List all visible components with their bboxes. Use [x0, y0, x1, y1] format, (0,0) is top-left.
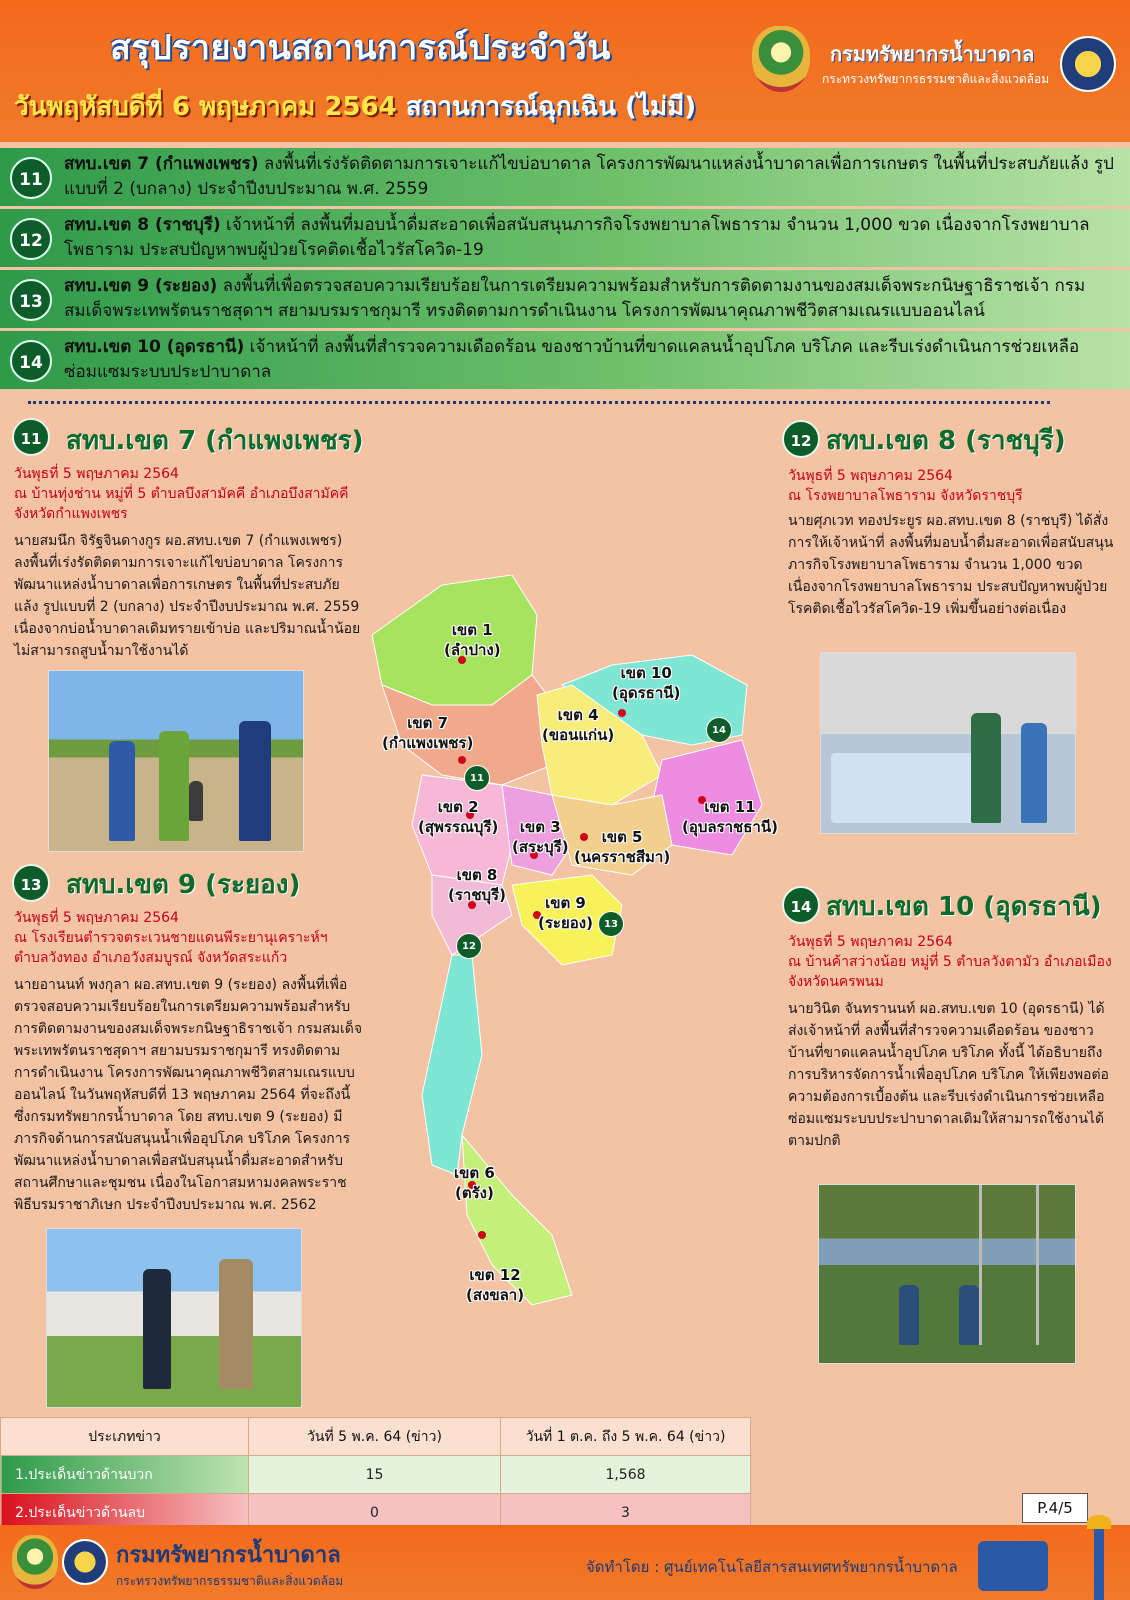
section-date [788, 932, 1118, 992]
region-south [422, 955, 482, 1175]
water-pole-cap-icon [1087, 1515, 1111, 1529]
ministry-seal-icon [752, 26, 810, 92]
event-place: ณ โรงเรียนตำรวจตระเวนชายแดนพีระยานุเคราะห์ฯ ตำบลวังทอง อำเภอวังสมบูรณ์ จังหวัดสระแก้ว [14, 930, 328, 966]
person-figure [143, 1269, 171, 1389]
person-figure [219, 1259, 253, 1389]
map-news-pin: 14 [706, 717, 732, 743]
department-seal-icon [62, 1539, 108, 1585]
row-label: 2.ประเด็นข่าวด้านลบ [1, 1494, 249, 1532]
map-region-label: เขต 1 (ลำปาง) [444, 621, 501, 659]
map-region-label: เขต 5 (นครราชสีมา) [574, 828, 671, 866]
person-figure [159, 731, 189, 841]
section-title: สทบ.เขต 7 (กำแพงเพชร) [66, 426, 364, 456]
map-region-label: เขต 10 (อุดรธานี) [612, 664, 681, 702]
org-name: กรมทรัพยากรน้ำบาดาล [830, 42, 1035, 66]
row-value-today: 15 [249, 1456, 501, 1494]
map-news-pin: 13 [598, 911, 624, 937]
person-figure [971, 713, 1001, 823]
department-seal-icon [1060, 36, 1116, 92]
map-region-label: เขต 3 (สระบุรี) [512, 818, 569, 856]
row-label: 1.ประเด็นข่าวด้านบวก [1, 1456, 249, 1494]
photo-drilling-site [48, 670, 304, 852]
news-summary-table [0, 1417, 751, 1532]
map-region-label: เขต 2 (สุพรรณบุรี) [418, 798, 499, 836]
section-body: นายสมนึก จิรัฐจินดางกูร ผอ.สทบ.เขต 7 (กำแพงเพชร) ลงพื้นที่เร่งรัดติดตามการเจาะแก้ไขบ่อบาดาล โครงการพัฒนาแหล่งน้ำบาดาลเพื่อการเกษตร ในพื้นที่ประสบภัยแล้ง รูปแบบที่ 2 (บกลาง) ประจำปีงบประมาณ พ.ศ. 2559 เนื่องจากบ่อน้ำบาดาลเดิมทรายเข้าบ่อ และปริมาณน้ำน้อยไม่สามารถสูบน้ำมาใช้งานได้ [14, 533, 361, 659]
table-header-cell: ประเภทข่าว [1, 1418, 249, 1456]
report-date: วันพฤหัสบดีที่ 6 พฤษภาคม 2564 [14, 92, 397, 122]
water-pole-icon [1094, 1525, 1104, 1600]
map-region-label: เขต 8 (ราชบุรี) [448, 866, 506, 904]
dotted-divider [28, 401, 1050, 404]
report-title: สรุปรายงานสถานการณ์ประจำวัน [110, 28, 611, 68]
event-date: วันพุธที่ 5 พฤษภาคม 2564 [788, 468, 953, 484]
section-title: สทบ.เขต 10 (อุดรธานี) [826, 892, 1102, 922]
event-place: ณ โรงพยาบาลโพธาราม จังหวัดราชบุรี [788, 488, 1023, 504]
photo-school-visit [46, 1228, 302, 1408]
news-number-badge: 12 [10, 218, 52, 260]
news-number-badge: 11 [10, 157, 52, 199]
map-region-label: เขต 11 (อุบลราชธานี) [682, 798, 778, 836]
header-banner [0, 0, 1130, 142]
section-date [14, 908, 364, 968]
page-number: P.4/5 [1022, 1493, 1088, 1523]
section-date [788, 466, 1118, 506]
well-pipe [189, 781, 203, 821]
map-marker [478, 1231, 486, 1239]
news-detail: ลงพื้นที่เร่งรัดติดตามการเจาะแก้ไขบ่อบาดาล โครงการพัฒนาแหล่งน้ำบาดาลเพื่อการเกษตร ในพื้นที่ประสบภัยแล้ง รูปแบบที่ 2 (บกลาง) ประจำปีงบประมาณ พ.ศ. 2559 [64, 154, 1114, 199]
news-lead: สทบ.เขต 10 (อุดรธานี) [64, 337, 245, 357]
map-news-pin: 12 [456, 933, 482, 959]
news-number-badge: 14 [10, 340, 52, 382]
map-region-label: เขต 12 (สงขลา) [466, 1266, 525, 1304]
news-lead: สทบ.เขต 8 (ราชบุรี) [64, 215, 221, 235]
event-date: วันพุธที่ 5 พฤษภาคม 2564 [14, 910, 179, 926]
drilling-machine-icon [978, 1541, 1048, 1591]
news-detail: เจ้าหน้าที่ ลงพื้นที่สำรวจความเดือดร้อน ของชาวบ้านที่ขาดแคลนน้ำอุปโภค บริโภค และรีบเร่งดำเนินการช่วยเหลือ ซ่อมแซมระบบประปาบาดาล [64, 337, 1080, 382]
news-lead: สทบ.เขต 7 (กำแพงเพชร) [64, 154, 259, 174]
section-number-badge: 14 [782, 886, 820, 924]
news-number-badge: 13 [10, 279, 52, 321]
table-header-cell: วันที่ 5 พ.ค. 64 (ข่าว) [249, 1418, 501, 1456]
news-bar [0, 331, 1130, 389]
event-date: วันพุธที่ 5 พฤษภาคม 2564 [14, 466, 179, 482]
footer-org-subtitle: กระทรวงทรัพยากรธรรมชาติและสิ่งแวดล้อม [116, 1574, 344, 1588]
footer-org-name: กรมทรัพยากรน้ำบาดาล [116, 1543, 341, 1568]
person-figure [239, 721, 271, 841]
person-figure [959, 1285, 979, 1345]
row-value-today: 0 [249, 1494, 501, 1532]
person-figure [109, 741, 135, 841]
org-subtitle: กระทรวงทรัพยากรธรรมชาติและสิ่งแวดล้อม [822, 72, 1050, 86]
thailand-region-map [362, 575, 802, 1320]
map-region-label: เขต 7 (กำแพงเพชร) [382, 714, 474, 752]
news-text [64, 335, 1120, 385]
news-bar [0, 148, 1130, 206]
tower-structure [979, 1185, 1039, 1345]
footer-banner [0, 1525, 1130, 1600]
table-header-cell: วันที่ 1 ต.ค. ถึง 5 พ.ค. 64 (ข่าว) [501, 1418, 751, 1456]
person-figure [899, 1285, 919, 1345]
map-news-pin: 11 [464, 765, 490, 791]
news-bar [0, 209, 1130, 267]
section-number-badge: 11 [12, 418, 50, 456]
section-date [14, 464, 364, 524]
map-marker [618, 709, 626, 717]
section-number-badge: 12 [782, 420, 820, 458]
section-title: สทบ.เขต 9 (ระยอง) [66, 870, 301, 900]
section-body: นายอานนท์ พงกุลา ผอ.สทบ.เขต 9 (ระยอง) ลงพื้นที่เพื่อตรวจสอบความเรียบร้อยในการเตรียมความพร้อมสำหรับการติดตามงานของสมเด็จพระกนิษฐาธิราชเจ้า กรมสมเด็จพระเทพรัตนราชสุดาฯ สยามบรมราชกุมารี ทรงติดตามการดำเนินงาน โครงการพัฒนาคุณภาพชีวิตสามเณรแบบออนไลน์ ในวันพฤหัสบดีที่ 13 พฤษภาคม 2564 ที่จะถึงนี้ ซึ่งกรมทรัพยากรน้ำบาดาล โดย สทบ.เขต 9 (ระยอง) มีภารกิจด้านการสนับสนุนน้ำเพื่ออุปโภค บริโภค โครงการพัฒนาแหล่งน้ำบาดาลเพื่อสนับสนุนน้ำดื่มสะอาดสำหรับสถานศึกษาและชุมชน เนื่องในโอกาสมหามงคลพระราชพิธีบรมราชาภิเษก ประจำปีงบประมาณ พ.ศ. 2562 [14, 977, 363, 1213]
news-text [64, 213, 1120, 263]
map-region-label: เขต 6 (ตรัง) [454, 1164, 495, 1202]
news-text [64, 274, 1120, 324]
footer-credit: จัดทำโดย : ศูนย์เทคโนโลยีสารสนเทศทรัพยากรน้ำบาดาล [586, 1558, 958, 1576]
table-header-row [1, 1418, 751, 1456]
emergency-status: สถานการณ์ฉุกเฉิน (ไม่มี) [405, 92, 697, 122]
map-shapes [362, 575, 802, 1320]
row-value-total: 3 [501, 1494, 751, 1532]
section-body: นายวินิต จันทรานนท์ ผอ.สทบ.เขต 10 (อุดรธานี) ได้ส่งเจ้าหน้าที่ ลงพื้นที่สำรวจความเดือดร้อน ของชาวบ้านที่ขาดแคลนน้ำอุปโภค บริโภค ทั้งนี้ ได้อธิบายถึงการบริหารจัดการน้ำเพื่ออุปโภค บริโภค ให้เพียงพอต่อความต้องการเบื้องต้น และรีบเร่งดำเนินการช่วยเหลือ ซ่อมแซมระบบประปาบาดาลเดิมให้สามารถใช้งานได้ตามปกติ [788, 1001, 1109, 1149]
news-bar [0, 270, 1130, 328]
water-bottles [831, 753, 981, 823]
news-text [64, 152, 1120, 202]
news-detail: เจ้าหน้าที่ ลงพื้นที่มอบน้ำดื่มสะอาดเพื่อสนับสนุนภารกิจโรงพยาบาลโพธาราม จำนวน 1,000 ขวด เนื่องจากโรงพยาบาลโพธาราม ประสบปัญหาพบผู้ป่วยโรคติดเชื้อไวรัสโควิด-19 [64, 215, 1090, 260]
event-place: ณ บ้านค้าสว่างน้อย หมู่ที่ 5 ตำบลวังตามัว อำเภอเมือง จังหวัดนครพนม [788, 954, 1112, 990]
photo-survey-site [818, 1184, 1076, 1364]
event-date: วันพุธที่ 5 พฤษภาคม 2564 [788, 934, 953, 950]
event-place: ณ บ้านทุ่งช่าน หมู่ที่ 5 ตำบลบึงสามัคคี อำเภอบึงสามัคคี จังหวัดกำแพงเพชร [14, 486, 349, 522]
person-figure [1021, 723, 1047, 823]
map-region-label: เขต 9 (ระยอง) [538, 894, 593, 932]
section-title: สทบ.เขต 8 (ราชบุรี) [826, 426, 1066, 456]
table-row [1, 1456, 751, 1494]
row-value-total: 1,568 [501, 1456, 751, 1494]
section-number-badge: 13 [12, 864, 50, 902]
news-lead: สทบ.เขต 9 (ระยอง) [64, 276, 218, 296]
report-subtitle [14, 86, 696, 127]
map-region-label: เขต 4 (ขอนแก่น) [542, 706, 615, 744]
map-marker [458, 756, 466, 764]
ministry-seal-icon [12, 1535, 58, 1589]
news-detail: ลงพื้นที่เพื่อตรวจสอบความเรียบร้อยในการเตรียมความพร้อมสำหรับการติดตามงานของสมเด็จพระกนิษฐาธิราชเจ้า กรมสมเด็จพระเทพรัตนราชสุดาฯ สยามบรมราชกุมารี ทรงติดตามการดำเนินงาน โครงการพัฒนาคุณภาพชีวิตสามเณรแบบออนไลน์ [64, 276, 1086, 321]
section-body: นายศุภเวท ทองประยูร ผอ.สทบ.เขต 8 (ราชบุรี) ได้สั่งการให้เจ้าหน้าที่ ลงพื้นที่มอบน้ำดื่มสะอาดเพื่อสนับสนุนภารกิจโรงพยาบาลโพธาราม จำนวน 1,000 ขวด เนื่องจากโรงพยาบาลโพธาราม ประสบปัญหาพบผู้ป่วยโรคติดเชื้อไวรัสโควิด-19 เพิ่มขึ้นอย่างต่อเนื่อง [788, 513, 1114, 617]
photo-water-donation [820, 652, 1076, 834]
